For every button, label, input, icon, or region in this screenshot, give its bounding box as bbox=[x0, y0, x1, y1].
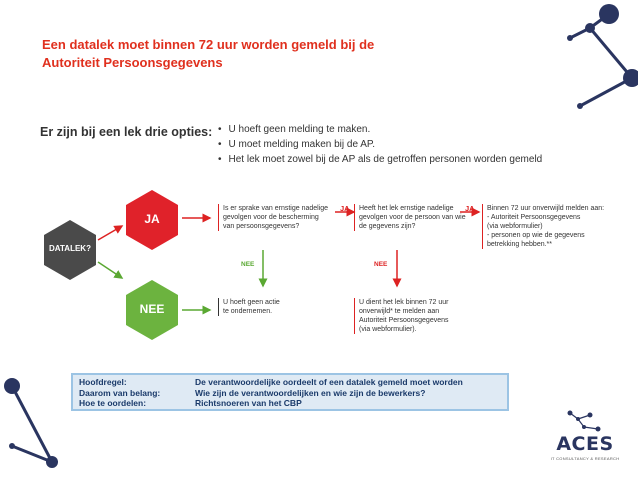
page-title-line-1: Een datalek moet binnen 72 uur worden gemeld bij de bbox=[42, 37, 375, 52]
logo-wordmark: ACES bbox=[556, 433, 614, 455]
principle-key: Hoofdregel: bbox=[79, 377, 127, 387]
ja-label: JA bbox=[465, 204, 475, 213]
ja-label: JA bbox=[340, 204, 350, 213]
box-line: Autoriteit Persoonsgegevens bbox=[359, 317, 449, 324]
nee-label: NEE bbox=[241, 261, 255, 268]
box-line: van persoonsgegevens? bbox=[223, 223, 300, 230]
logo-mark-icon bbox=[540, 405, 630, 435]
action-box-no-action bbox=[218, 298, 280, 316]
page-title bbox=[42, 36, 462, 72]
principle-value: Richtsnoeren van het CBP bbox=[195, 398, 302, 408]
action-box-report-ap bbox=[354, 298, 449, 334]
nee-label: NEE bbox=[374, 261, 388, 268]
arrow-to-ja bbox=[98, 226, 122, 240]
aces-logo bbox=[540, 405, 630, 465]
box-line: U hoeft geen actie bbox=[223, 299, 280, 306]
box-line: Binnen 72 uur onverwijld melden aan: bbox=[487, 205, 605, 212]
box-line: de gegevens zijn? bbox=[359, 223, 416, 230]
box-line: (via webformulier). bbox=[359, 326, 417, 333]
box-line: gevolgen voor de bescherming bbox=[223, 214, 319, 221]
box-line: Is er sprake van ernstige nadelige bbox=[223, 205, 329, 212]
arrow-to-nee bbox=[98, 262, 122, 278]
principle-value: De verantwoordelijke oordeelt of een datalek gemeld moet worden bbox=[195, 377, 463, 387]
box-line: U dient het lek binnen 72 uur bbox=[359, 299, 449, 306]
logo-tagline: IT CONSULTANCY & RESEARCH bbox=[550, 456, 620, 461]
question-box-person-impact bbox=[354, 204, 466, 231]
principle-row bbox=[79, 388, 501, 399]
box-line: te ondernemen. bbox=[223, 308, 273, 315]
page-title-line-2: Autoriteit Persoonsgegevens bbox=[42, 55, 223, 70]
action-box-report-both bbox=[482, 204, 604, 249]
options-intro: Er zijn bij een lek drie opties: bbox=[40, 125, 213, 139]
box-line: gevolgen voor de persoon van wie bbox=[359, 214, 466, 221]
principle-value: Wie zijn de verantwoordelijken en wie zijn de bewerkers? bbox=[195, 387, 426, 398]
datalek-node-label: DATALEK? bbox=[49, 244, 91, 253]
ja-node-label: JA bbox=[144, 212, 160, 226]
box-line: onverwijld* te melden aan bbox=[359, 308, 440, 315]
box-line: - personen op wie de gegevens bbox=[487, 232, 585, 239]
option-item: • Het lek moet zowel bij de AP als de getroffen personen worden gemeld bbox=[218, 152, 542, 167]
box-line: (via webformulier) bbox=[487, 223, 543, 230]
principle-key: Hoe te oordelen: bbox=[79, 398, 147, 408]
principles-box bbox=[71, 373, 509, 411]
question-box-severe-impact bbox=[218, 204, 328, 231]
principle-row bbox=[79, 398, 501, 409]
principle-key: Daarom van belang: bbox=[79, 387, 161, 398]
box-line: betrekking hebben.** bbox=[487, 241, 552, 248]
nee-node-label: NEE bbox=[139, 302, 165, 316]
option-item: • U hoeft geen melding te maken. bbox=[218, 122, 542, 137]
box-line: - Autoriteit Persoonsgegevens bbox=[487, 214, 581, 221]
option-item: • U moet melding maken bij de AP. bbox=[218, 137, 542, 152]
principle-row bbox=[79, 377, 501, 388]
box-line: Heeft het lek ernstige nadelige bbox=[359, 205, 454, 212]
datalek-flow-diagram bbox=[40, 118, 630, 368]
